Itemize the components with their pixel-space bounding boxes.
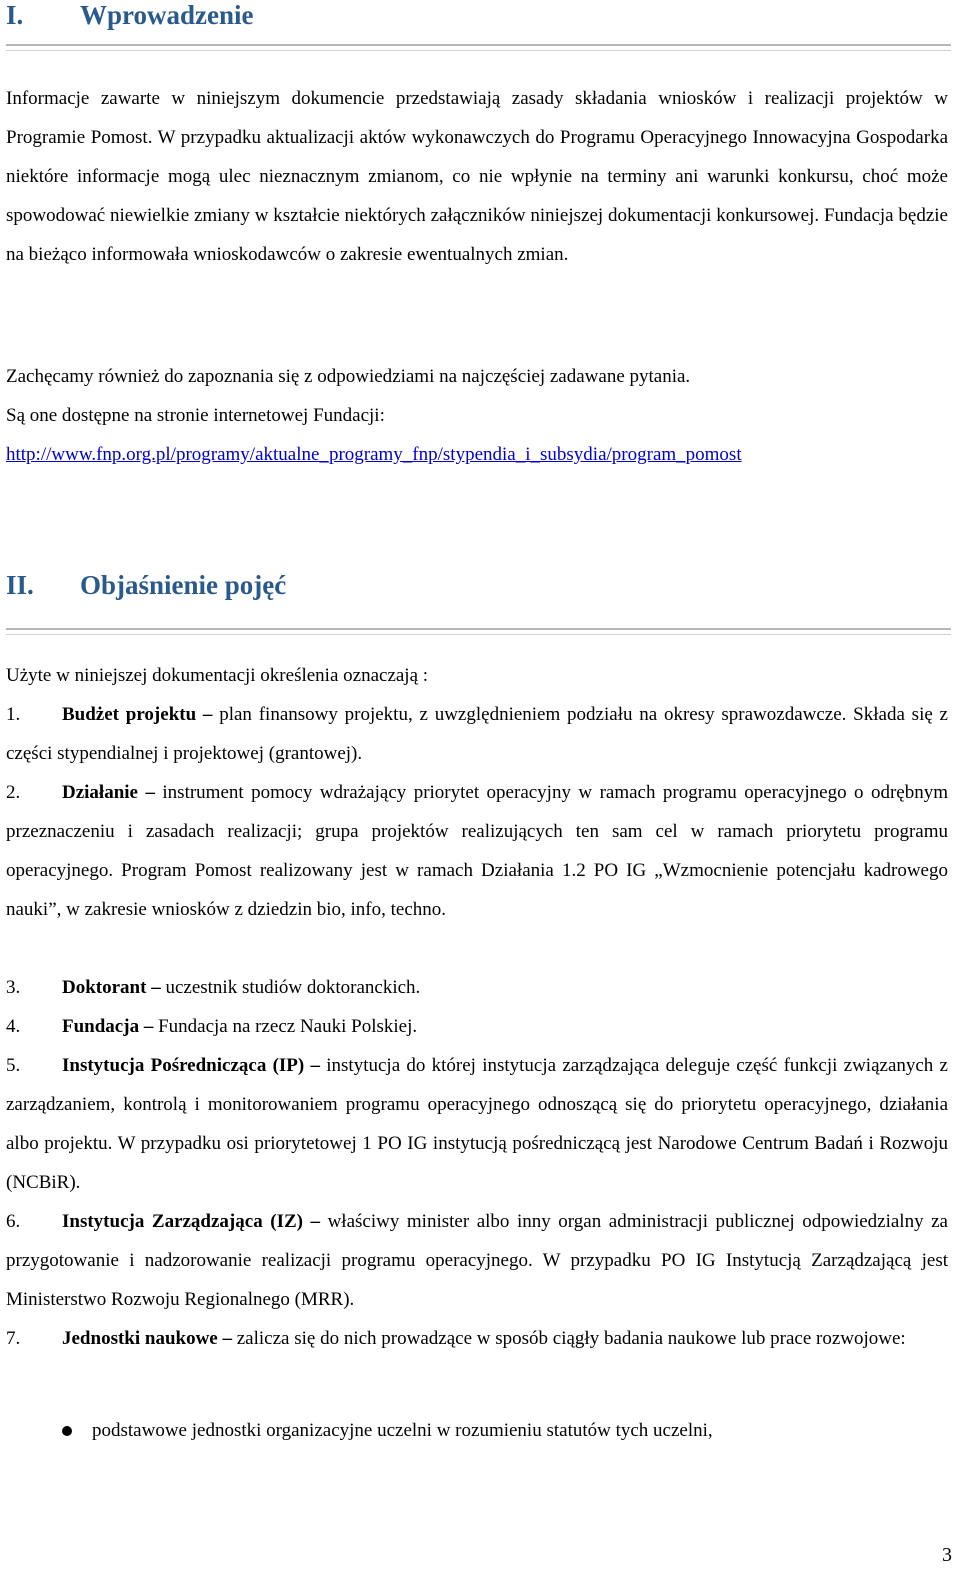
definitions-intro: Użyte w niniejszej dokumentacji określenia oznaczają : xyxy=(6,665,429,686)
definition-item: 5. Instytucja Pośrednicząca (IP) – instytucja do której instytucja zarządzająca deleguje część funkcji związanych z zarządzaniem, kontrolą i monitorowaniem programu operacyjnego odnoszącą się do priorytetu operacyjnego, działania albo projektu. W przypadku osi priorytetowej 1 PO IG instytucją pośredniczącą jest Narodowe Centrum Badań i Rozwoju (NCBiR). xyxy=(6,1055,948,1193)
definition-term: Fundacja xyxy=(62,1016,140,1037)
definition-item: 3. Doktorant – uczestnik studiów doktoranckich. xyxy=(6,977,421,998)
intro-paragraph: Informacje zawarte w niniejszym dokumencie przedstawiają zasady składania wniosków i realizacji projektów w Programie Pomost. W przypadku aktualizacji aktów wykonawczych do Programu Operacyjnego Innowacyjna Gospodarka niektóre informacje mogą ulec nieznacznym zmianom, co nie wpłynie na terminy ani warunki konkursu, choć może spowodować niewielkie zmiany w kształcie niektórych załączników niniejszej dokumentacji konkursowej. Fundacja będzie na bieżąco informowała wnioskodawców o zakresie ewentualnych zmian. xyxy=(6,88,948,265)
heading-rule xyxy=(6,628,951,635)
definition-term: Jednostki naukowe xyxy=(62,1328,218,1349)
section-title: Wprowadzenie xyxy=(80,0,254,30)
definition-term: Działanie xyxy=(62,782,138,803)
heading-rule xyxy=(6,44,951,51)
definition-item: 2. Działanie – instrument pomocy wdrażający priorytet operacyjny w ramach programu operacyjnego o odrębnym przeznaczeniu i zasadach realizacji; grupa projektów realizujących ten sam cel w ramach priorytetu programu operacyjnego. Program Pomost realizowany jest w ramach Działania 1.2 PO IG „Wzmocnienie potencjału kadrowego nauki”, w zakresie wniosków z dziedzin bio, info, techno. xyxy=(6,782,948,920)
section-number: I. xyxy=(6,0,24,30)
section-heading-introduction xyxy=(6,0,254,31)
definition-item: 1. Budżet projektu – plan finansowy projektu, z uwzględnieniem podziału na okresy sprawozdawcze. Składa się z części stypendialnej i projektowej (grantowej). xyxy=(6,704,948,764)
section-heading-definitions xyxy=(6,570,286,601)
definition-term: Instytucja Zarządzająca (IZ) xyxy=(62,1211,303,1232)
page-number: 3 xyxy=(942,1544,952,1566)
faq-sentence: Zachęcamy również do zapoznania się z odpowiedziami na najczęściej zadawane pytania. xyxy=(6,366,691,387)
definition-item: 7. Jednostki naukowe – zalicza się do nich prowadzące w sposób ciągły badania naukowe lub prace rozwojowe: xyxy=(6,1328,906,1349)
program-link-line xyxy=(6,435,742,474)
section-number: II. xyxy=(6,570,34,600)
definition-term: Instytucja Pośrednicząca (IP) xyxy=(62,1055,305,1076)
definition-item: 6. Instytucja Zarządzająca (IZ) – właściwy minister albo inny organ administracji publicznej odpowiedzialny za przygotowanie i nadzorowanie realizacji programu operacyjnego. W przypadku PO IG Instytucją Zarządzającą jest Ministerstwo Rozwoju Regionalnego (MRR). xyxy=(6,1211,948,1310)
availability-sentence: Są one dostępne na stronie internetowej Fundacji: xyxy=(6,405,385,426)
bullet-item: podstawowe jednostki organizacyjne uczelni w rozumieniu statutów tych uczelni, xyxy=(92,1420,713,1441)
section-title: Objaśnienie pojęć xyxy=(80,570,287,600)
definition-item: 4. Fundacja – Fundacja na rzecz Nauki Polskiej. xyxy=(6,1016,418,1037)
definition-term: Budżet projektu xyxy=(62,704,197,725)
definition-term: Doktorant xyxy=(62,977,147,998)
program-link[interactable]: http://www.fnp.org.pl/programy/aktualne_programy_fnp/stypendia_i_subsydia/program_pomost xyxy=(6,444,742,465)
bullet-icon xyxy=(62,1426,72,1436)
